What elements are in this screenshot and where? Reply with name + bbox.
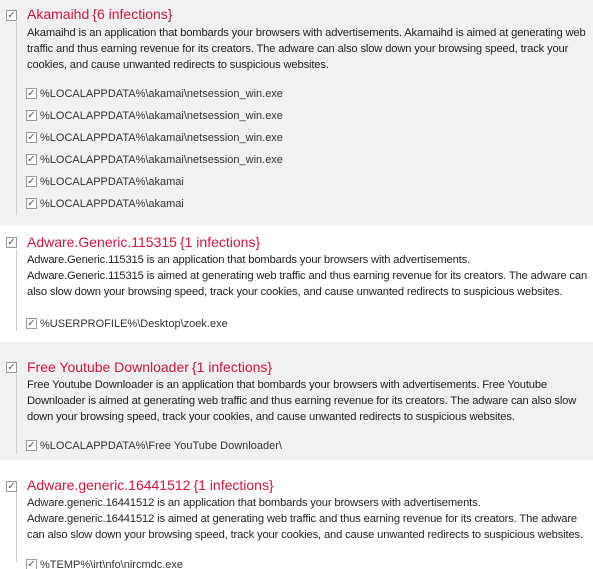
file-path: %LOCALAPPDATA%\akamai [40, 176, 184, 188]
threat-checkbox[interactable] [6, 237, 17, 248]
tree-line [16, 374, 17, 454]
path-checkbox[interactable] [26, 110, 37, 121]
threat-description: Adware.Generic.115315 is an application that bombards your browsers with advertisements. Adware.Generic.115315 is aimed at generating web traffic and thus earning revenue for its creators. The adware can also slow down your browsing speed, track your cookies, and cause unwanted redirects to suspicious websites. [27, 254, 588, 298]
threat-item [0, 342, 593, 460]
infection-count: {1 infections} [191, 359, 273, 375]
threat-name: Adware.generic.16441512 [27, 477, 191, 493]
threat-checkbox[interactable] [6, 362, 17, 373]
path-checkbox[interactable] [26, 154, 37, 165]
infection-count: {1 infections} [179, 234, 261, 250]
infection-count: {1 infections} [193, 477, 274, 493]
threat-item [0, 0, 593, 225]
file-path: %LOCALAPPDATA%\Free YouTube Downloader\ [40, 440, 282, 452]
threat-description: Adware.generic.16441512 is an application that bombards your browsers with advertisements. Adware.generic.16441512 is aimed at generating web traffic and thus earning revenue for its creators. The adware can also slow down your browsing speed, track your cookies, and cause unwanted redirects to suspicious websites. [27, 497, 583, 541]
threat-description: Akamaihd is an application that bombards your browsers with advertisements. Akamaihd is aimed at generating web traffic and thus earning revenue for its creators. The adware can also slow down your browsing speed, track your cookies, and cause unwanted redirects to suspicious websites. [27, 27, 586, 71]
threat-title [27, 234, 260, 251]
file-path: %USERPROFILE%\Desktop\zoek.exe [40, 318, 228, 330]
path-checkbox[interactable] [26, 559, 37, 569]
path-checkbox[interactable] [26, 198, 37, 209]
threat-title [27, 6, 172, 23]
file-path: %LOCALAPPDATA%\akamai\netsession_win.exe [40, 132, 283, 144]
infection-count: {6 infections} [92, 6, 173, 22]
path-checkbox[interactable] [26, 440, 37, 451]
file-path: %LOCALAPPDATA%\akamai\netsession_win.exe [40, 110, 283, 122]
file-path: %TEMP%\irt\nfo\nircmdc.exe [40, 559, 184, 569]
threat-name: Adware.Generic.115315 [27, 234, 177, 250]
threat-item [0, 460, 593, 569]
file-path: %LOCALAPPDATA%\akamai\netsession_win.exe [40, 154, 283, 166]
threat-title [27, 477, 274, 494]
tree-line [16, 20, 17, 215]
tree-line [16, 492, 17, 562]
threat-item [0, 225, 593, 342]
tree-line [16, 249, 17, 331]
threat-description: Free Youtube Downloader is an application that bombards your browsers with advertisements. Free Youtube Downloader is aimed at generating web traffic and thus earning revenue for its creators. The adware can also slow down your browsing speed, track your cookies, and cause unwanted redirects to suspicious websites. [27, 379, 577, 423]
path-checkbox[interactable] [26, 88, 37, 99]
threat-title [27, 359, 272, 376]
threat-name: Free Youtube Downloader [27, 359, 189, 375]
path-checkbox[interactable] [26, 132, 37, 143]
threat-name: Akamaihd [27, 6, 90, 22]
path-checkbox[interactable] [26, 318, 37, 329]
path-checkbox[interactable] [26, 176, 37, 187]
threat-checkbox[interactable] [6, 481, 17, 492]
file-path: %LOCALAPPDATA%\akamai\netsession_win.exe [40, 88, 283, 100]
file-path: %LOCALAPPDATA%\akamai [40, 198, 184, 210]
